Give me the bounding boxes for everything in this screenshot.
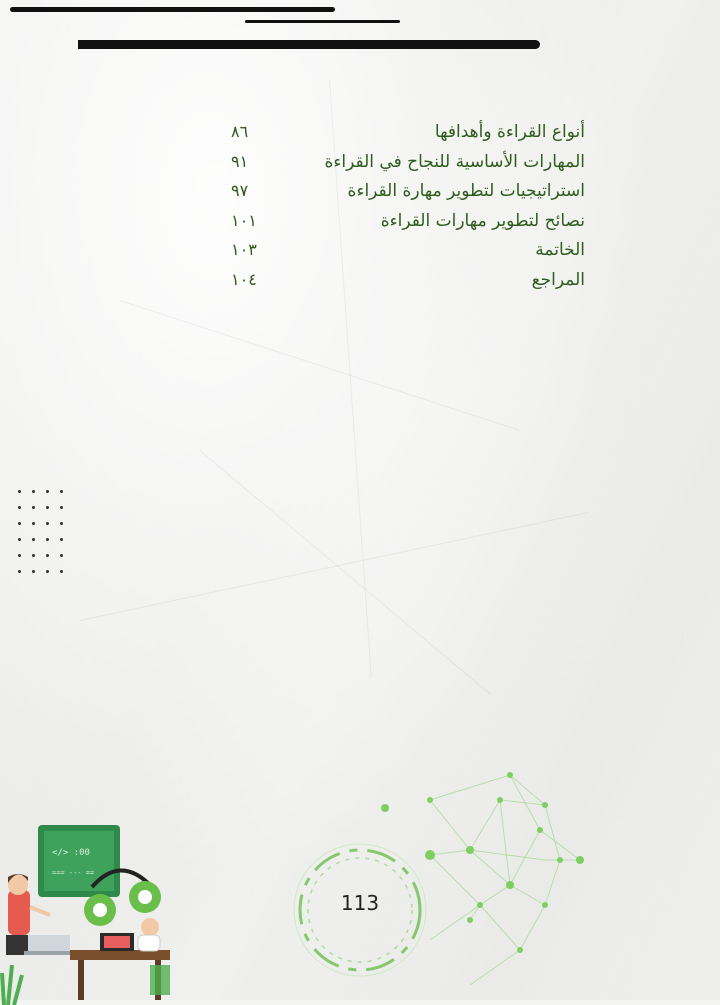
office-illustration [0,815,180,1005]
toc-entry-page: ٩٧ [231,181,249,200]
toc-entry-page: ٨٦ [231,122,249,141]
toc-entry-title: المراجع [531,269,585,290]
toc-entry-page: ٩١ [231,151,249,171]
svg-text:=== --- ==: === --- == [52,869,95,877]
toc-entry-title: استراتيجيات لتطوير مهارة القراءة [347,181,585,201]
toc-entry-title: الخاتمة [535,240,585,260]
toc-entry-page: ١٠١ [231,210,257,230]
svg-text:</> :00: </> :00 [52,848,90,858]
toc-entry-title: أنواع القراءة وأهدافها [434,122,585,142]
page-number: 113 [340,891,380,915]
toc-entry-title: نصائح لتطوير مهارات القراءة [380,210,585,231]
toc-entry-title: المهارات الأساسية للنجاح في القراءة [324,151,585,172]
toc-entry-page: ١٠٣ [231,240,257,259]
toc-entry-page: ١٠٤ [231,269,257,289]
